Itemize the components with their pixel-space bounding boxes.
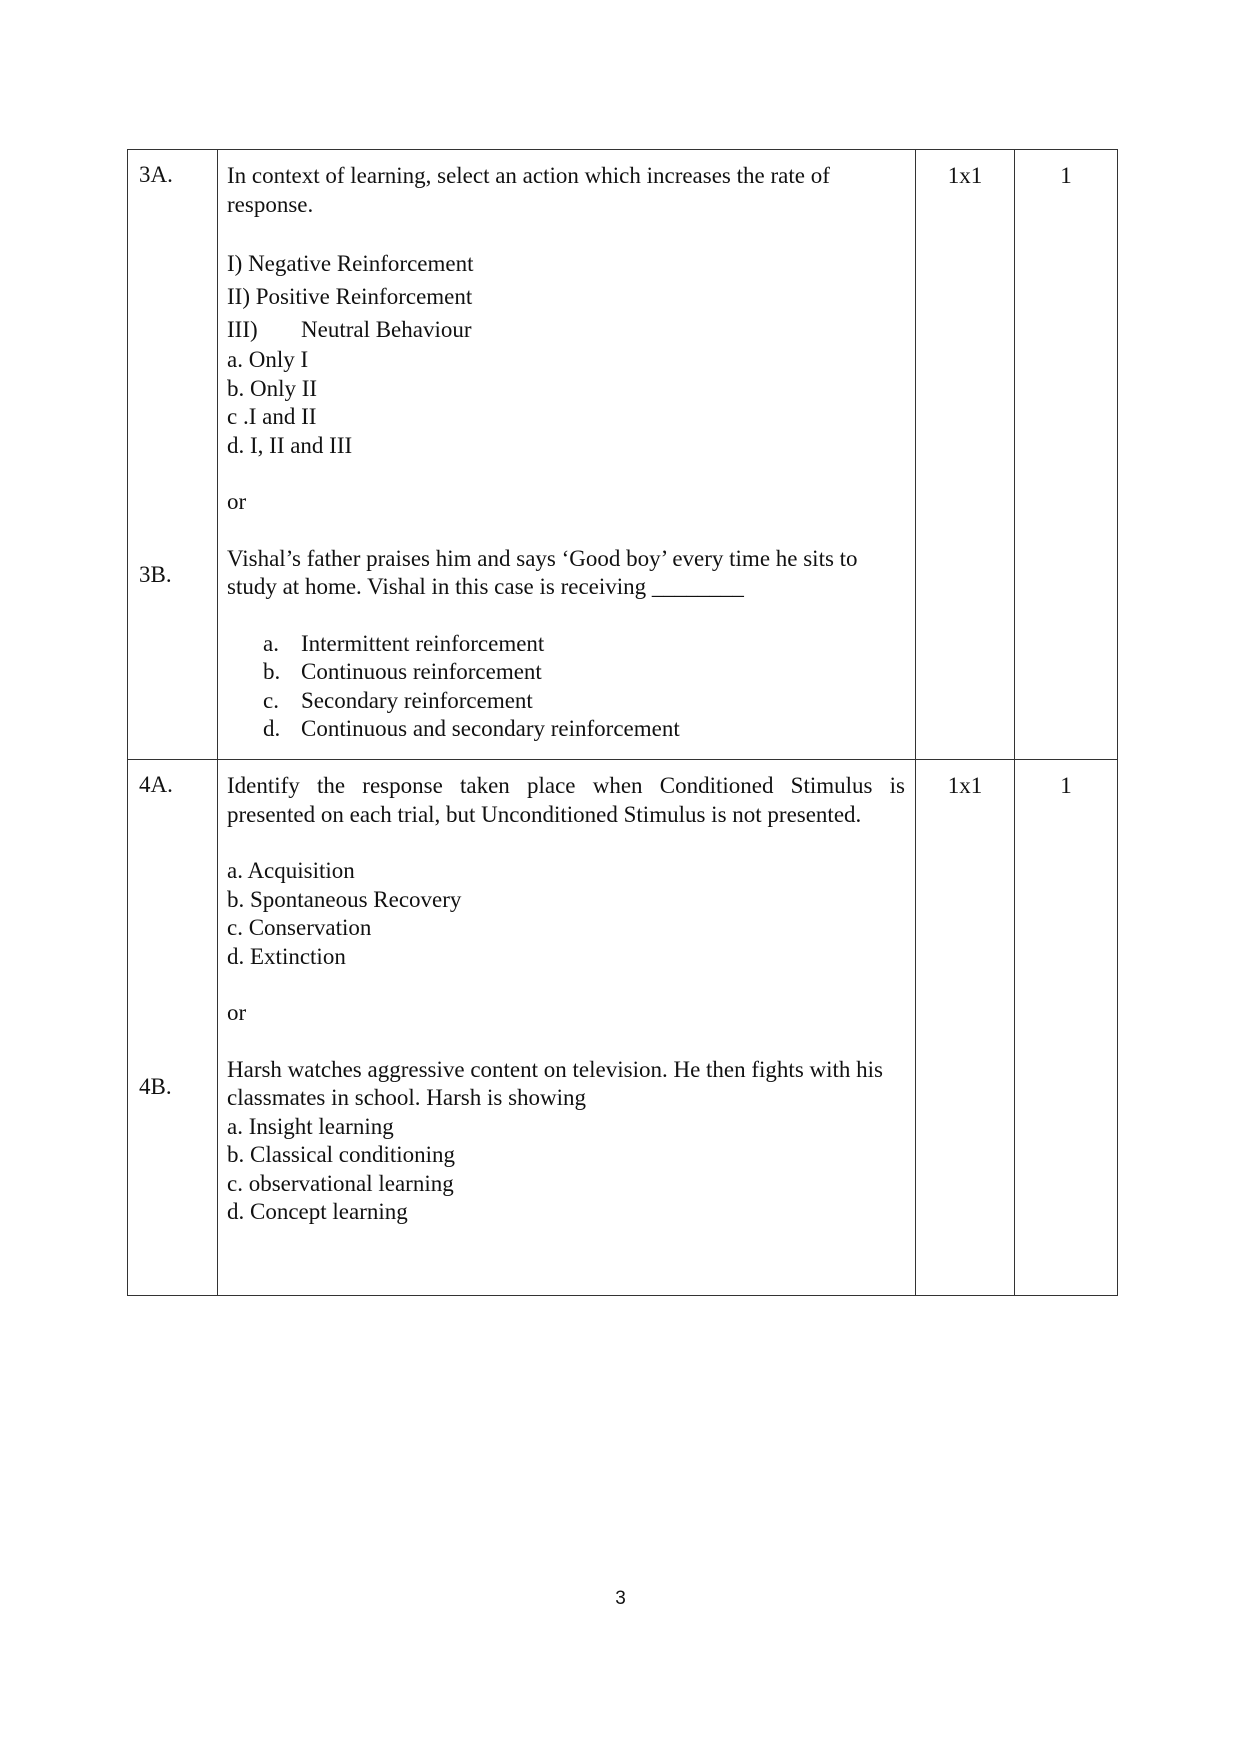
- question-body-3: [218, 150, 916, 760]
- option-3a-b: b. Only II: [227, 375, 318, 401]
- total-3: 1: [1015, 150, 1118, 760]
- page-number: 3: [615, 1588, 626, 1609]
- question-4b-text: Harsh watches aggressive content on television. He then fights with his classmates in school. Harsh is showing: [227, 1056, 883, 1110]
- option-4b-d: d. Concept learning: [227, 1199, 408, 1224]
- option-4b-c: c. observational learning: [227, 1170, 454, 1196]
- question-body-4: [218, 760, 916, 1296]
- question-number-cell: [128, 760, 218, 1296]
- marks-4: 1x1: [916, 760, 1015, 1296]
- option-4a-c: c. Conservation: [227, 915, 372, 940]
- statement-3-label: III): [227, 317, 258, 342]
- question-number-4a: 4A.: [139, 772, 173, 797]
- question-number-3b: 3B.: [139, 562, 172, 587]
- statement-3: [227, 313, 905, 346]
- question-4a-text: Identify the response taken place when Conditioned Stimulus is presented on each trial, but Unconditioned Stimulus is not presented.: [227, 773, 905, 827]
- question-number-4b: 4B.: [139, 1074, 172, 1099]
- options-3b: [227, 630, 905, 744]
- option-4b-b: b. Classical conditioning: [227, 1142, 456, 1167]
- option-4a-b: b. Spontaneous Recovery: [227, 886, 462, 912]
- statement-2: II) Positive Reinforcement: [227, 284, 473, 309]
- marks-3: 1x1: [916, 150, 1015, 760]
- question-table: [127, 149, 1118, 1296]
- or-separator-4: or: [227, 1000, 247, 1025]
- option-4a-a: a. Acquisition: [227, 858, 355, 883]
- option-3a-c: c .I and II: [227, 404, 317, 429]
- total-4: 1: [1015, 760, 1118, 1296]
- option-3b-d: d. Continuous and secondary reinforcement: [263, 716, 680, 741]
- or-separator-3: or: [227, 489, 247, 514]
- question-number-3a: 3A.: [139, 162, 173, 187]
- statement-3-text: Neutral Behaviour: [301, 317, 472, 342]
- question-row-3: [128, 150, 1118, 760]
- question-row-4: [128, 760, 1118, 1296]
- option-4a-d: d. Extinction: [227, 943, 346, 969]
- question-3b-text: Vishal’s father praises him and says ‘Good boy’ every time he sits to study at home. Vishal in this case is receiving ________: [227, 545, 858, 599]
- option-3b-a: a. Intermittent reinforcement: [263, 630, 545, 656]
- option-3b-c: c. Secondary reinforcement: [263, 687, 533, 713]
- option-3a-d: d. I, II and III: [227, 432, 353, 458]
- option-4b-a: a. Insight learning: [227, 1113, 394, 1139]
- question-number-cell: [128, 150, 218, 760]
- option-3a-a: a. Only I: [227, 347, 309, 372]
- question-3a-text: In context of learning, select an action which increases the rate of response.: [227, 163, 830, 217]
- statement-1: I) Negative Reinforcement: [227, 251, 474, 276]
- option-3b-b: b. Continuous reinforcement: [263, 659, 542, 684]
